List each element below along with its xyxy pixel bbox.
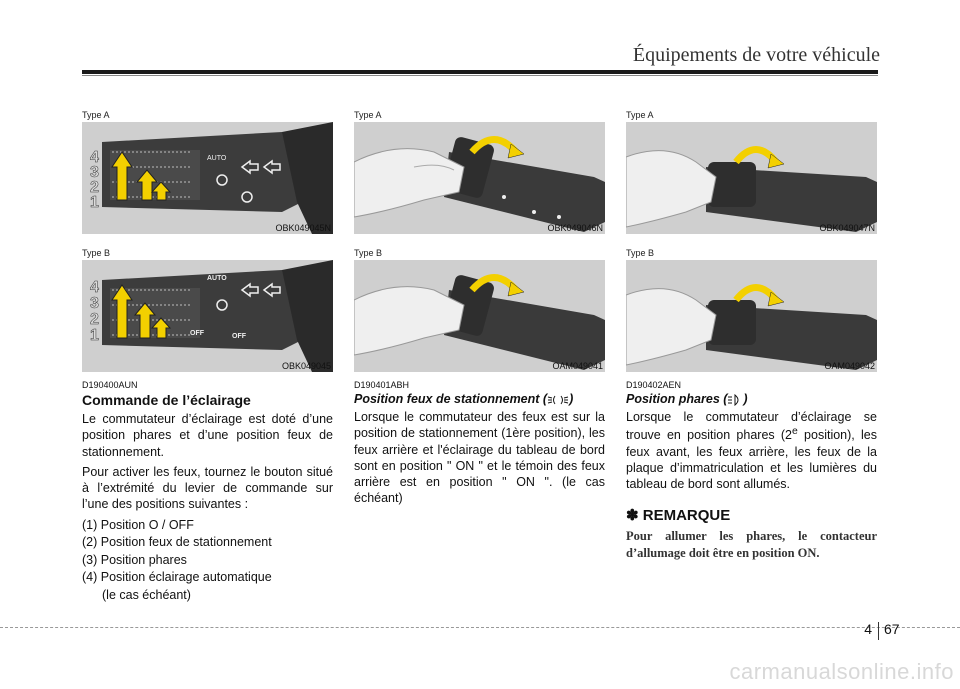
note-title: ✽ REMARQUE [626,507,731,525]
figure-stalk-type-b [82,260,333,372]
chapter-number: 4 [864,621,872,637]
column-lighting-control [82,110,333,604]
list-item: (3) Position phares [82,552,187,567]
figure-code: OBK049045 [281,361,331,371]
parking-light-icon [547,394,569,406]
figure-code: OBK049046N [547,223,603,233]
ordinal-suffix: e [792,426,798,438]
list-item: (le cas échéant) [102,587,191,602]
list-item: (1) Position O / OFF [82,517,194,532]
figure-type-label: Type B [626,248,655,258]
watermark: carmanualsonline.info [729,659,954,684]
column-headlights [626,110,877,561]
position-number: 4 [90,149,99,166]
column-parking-lights [354,110,605,511]
figure-code: OBK049045N [275,223,331,233]
position-number: 2 [90,179,99,196]
light-stalk-illustration [82,260,333,372]
section-title [626,392,877,406]
page-number: 67 [884,621,900,637]
page-number-separator [878,622,879,640]
figure-type-label: Type B [82,248,111,258]
figure-type-label: Type A [82,110,110,120]
position-list [82,517,333,605]
section-title: Commande de l’éclairage [82,392,251,408]
paragraph-text: position), les feux avant, les feux arrière, les feux de la plaque d’immatriculation et les lumières du tableau de bord sont allumés. [626,428,877,492]
figure-code: OAM049042 [824,361,875,371]
paragraph: Lorsque le commutateur des feux est sur la position de stationnement (1ère position), les feux arrière et l'éclairage du tableau de bord sont en position " ON " et le témoin des feux arrière est en position " ON ". (le cas échéant) [354,410,605,506]
off-mark: OFF [190,330,204,337]
section-code: D190401ABH [354,380,410,390]
title-text: ) [743,392,748,406]
hand-turning-switch-illustration [354,122,605,234]
figure-hand-type-b [626,260,877,372]
position-number: 3 [90,164,99,181]
figure-type-label: Type A [626,110,654,120]
section-code: D190400AUN [82,380,138,390]
figure-hand-type-b [354,260,605,372]
figure-hand-type-a [626,122,877,234]
title-text: Position phares ( [626,392,728,406]
header-rule-thin [82,75,878,76]
off-mark: OFF [232,333,246,340]
page-header-title: Équipements de votre véhicule [632,44,880,66]
figure-hand-type-a [354,122,605,234]
title-text: Position feux de stationnement ( [354,392,548,406]
figure-code: OAM049041 [552,361,603,371]
paragraph-text: Lorsque le commutateur d’éclairage se trouve en position phares (2 [626,410,877,443]
hand-turning-switch-illustration [354,260,605,372]
header-rule [82,70,878,74]
section-code: D190402AEN [626,380,682,390]
note-text: Pour allumer les phares, le contacteur d’allumage doit être en position ON. [626,529,877,560]
figure-type-label: Type B [354,248,383,258]
position-number: 3 [90,295,99,312]
paragraph: Le commutateur d’éclairage est doté d’une position phares et d’une position feux de stationnement. [82,412,333,459]
section-title [354,392,605,406]
list-item: (4) Position éclairage automatique [82,570,272,584]
list-item: (2) Position feux de stationnement [82,535,272,549]
hand-turning-switch-illustration [626,260,877,372]
paragraph: Pour activer les feux, tournez le bouton situé à l’extrémité du levier de commande sur l’une des positions suivantes : [82,464,333,512]
light-stalk-illustration [82,122,333,234]
hand-turning-switch-illustration [626,122,877,234]
headlight-icon [727,394,743,406]
position-number: 1 [90,327,99,344]
title-text: ) [569,392,574,406]
position-number: 2 [90,311,99,328]
figure-stalk-type-a [82,122,333,234]
auto-mark: AUTO [207,155,227,162]
paragraph [626,409,877,492]
auto-mark: AUTO [207,275,227,282]
position-number: 1 [90,194,99,211]
footer-divider [0,627,960,628]
figure-type-label: Type A [354,110,382,120]
figure-code: OBK049047N [819,223,875,233]
position-number: 4 [90,279,99,296]
